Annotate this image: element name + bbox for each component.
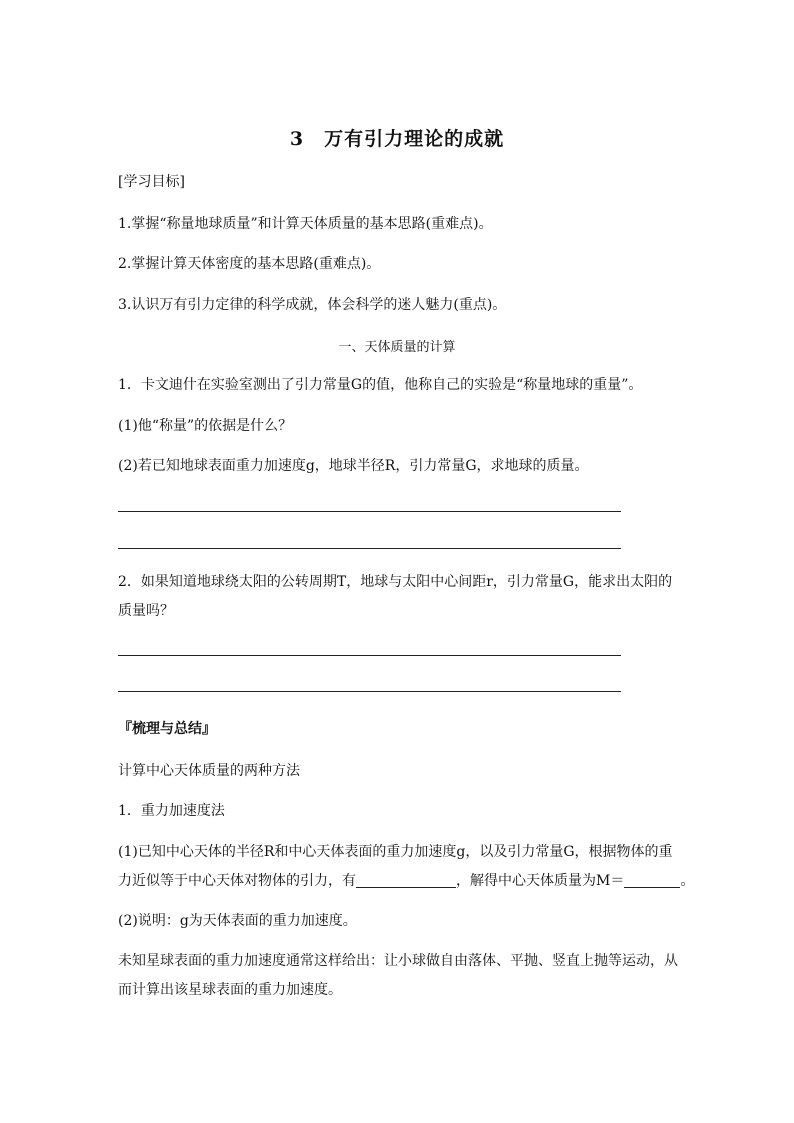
section-title: 一、天体质量的计算: [338, 340, 456, 355]
objective-item-1: 1.掌握“称量地球质量”和计算天体质量的基本思路(重难点)。: [118, 216, 493, 232]
question-1-sub-1: (1)他“称量”的依据是什么？: [118, 418, 293, 434]
text-fragment: 力近似等于中心天体对物体的引力，有: [118, 873, 356, 889]
summary-header: 『梳理与总结』: [118, 721, 216, 737]
text-fragment: ，解得中心天体质量为M＝: [456, 873, 625, 889]
summary-intro: 计算中心天体质量的两种方法: [118, 763, 300, 779]
answer-line: [118, 548, 621, 549]
objectives-header: [学习目标]: [118, 174, 185, 190]
objective-item-3: 3.认识万有引力定律的科学成就，体会科学的迷人魅力(重点)。: [118, 297, 507, 313]
answer-line: [118, 691, 621, 692]
method-1-para-1-line-2: [118, 873, 694, 889]
answer-line: [118, 655, 621, 656]
question-2-text-line-2: 质量吗？: [118, 603, 174, 619]
method-1-para-2: (2)说明：g为天体表面的重力加速度。: [118, 913, 357, 929]
question-1-text: 1．卡文迪什在实验室测出了引力常量G的值，他称自己的实验是“称量地球的重量”。: [118, 377, 643, 393]
method-1-title: 1．重力加速度法: [118, 803, 225, 819]
text-fragment: 。: [680, 873, 695, 889]
fill-blank-mass[interactable]: [624, 873, 680, 888]
method-1-para-3-line-2: 而计算出该星球表面的重力加速度。: [118, 982, 342, 998]
question-1-sub-2: (2)若已知地球表面重力加速度g，地球半径R，引力常量G，求地球的质量。: [118, 458, 589, 474]
page-title: 3 万有引力理论的成就: [289, 128, 505, 150]
question-2-text-line-1: 2．如果知道地球绕太阳的公转周期T，地球与太阳中心间距r，引力常量G，能求出太阳的: [118, 574, 673, 590]
method-1-para-3-line-1: 未知星球表面的重力加速度通常这样给出：让小球做自由落体、平抛、竖直上抛等运动，从: [118, 953, 678, 969]
method-1-para-1-line-1: (1)已知中心天体的半径R和中心天体表面的重力加速度g，以及引力常量G，根据物体的重: [118, 844, 673, 860]
fill-blank-equation[interactable]: [356, 873, 456, 888]
answer-line: [118, 511, 621, 512]
objective-item-2: 2.掌握计算天体密度的基本思路(重难点)。: [118, 256, 381, 272]
